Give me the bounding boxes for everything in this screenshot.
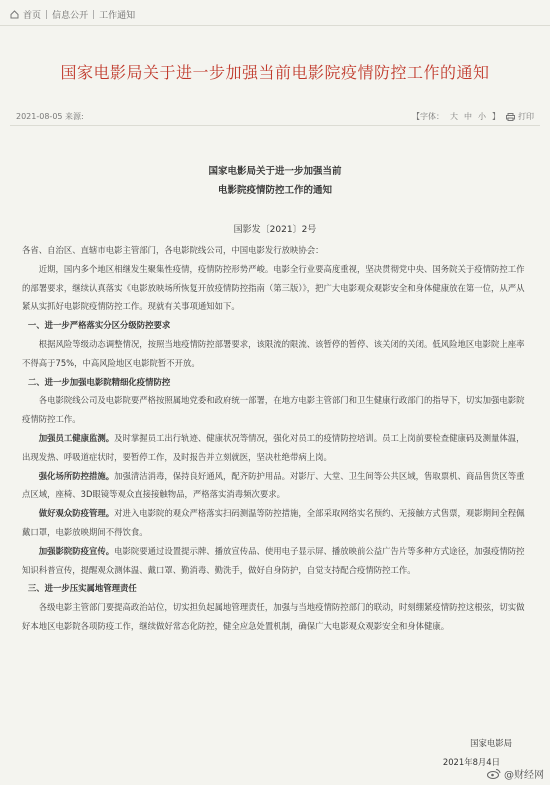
section-2-title: 二、进一步加强电影院精细化疫情防控 bbox=[27, 376, 171, 387]
breadcrumb-separator: | bbox=[92, 9, 96, 20]
document-body bbox=[22, 232, 530, 636]
weibo-icon bbox=[487, 768, 501, 779]
staff-lead: 加强员工健康监测。 bbox=[38, 432, 115, 443]
doc-heading-line2: 电影院疫情防控工作的通知 bbox=[217, 185, 332, 196]
staff-paragraph bbox=[22, 429, 530, 467]
print-label: 打印 bbox=[518, 112, 534, 121]
section-3-title: 三、进一步压实属地管理责任 bbox=[27, 583, 137, 594]
print-button[interactable] bbox=[506, 111, 534, 122]
promo-paragraph bbox=[22, 542, 530, 580]
audience-paragraph bbox=[22, 504, 530, 542]
watermark-text: @财经网 bbox=[504, 770, 544, 781]
venue-text: 加强清洁消毒，保持良好通风，配齐防护用品。对影厅、大堂、卫生间等公共区域，售取票机、商品售货区等重点区域，座椅、3D眼镜等观众直接接触物品，严格落实消毒频次要求。 bbox=[22, 470, 525, 500]
font-size-label: 【字体： bbox=[412, 112, 444, 121]
font-medium-button[interactable]: 中 bbox=[464, 112, 472, 121]
font-small-button[interactable]: 小 bbox=[478, 112, 486, 121]
signature-date: 2021年8月4日 bbox=[442, 757, 500, 767]
breadcrumb-work-notice[interactable]: 工作通知 bbox=[99, 11, 136, 21]
venue-paragraph bbox=[22, 467, 530, 505]
breadcrumb-info-public[interactable]: 信息公开 bbox=[52, 11, 89, 21]
publish-date: 2021-08-05 来源: bbox=[16, 112, 84, 121]
intro-paragraph: 近期，国内多个地区相继发生聚集性疫情，疫情防控形势严峻。电影全行业要高度重视，坚决贯彻党中央、国务院关于疫情防控工作的部署要求，继续认真落实《电影放映场所恢复开放疫情防控指南（第三版）》，把广大电影观众观影安全和身体健康放在第一位，从严从紧从实抓好电影院疫情防控工作。现就有关事项通知如下。 bbox=[22, 263, 525, 312]
meta-tools bbox=[412, 111, 534, 122]
section-1-text: 根据风险等级动态调整情况，按照当地疫情防控部署要求，该限流的限流、该暂停的暂停、该关闭的关闭。低风险地区电影院上座率不得高于75%，中高风险地区电影院暂不开放。 bbox=[22, 338, 525, 368]
section-2-text: 各电影院线公司及电影院要严格按照属地党委和政府统一部署，在地方电影主管部门和卫生健康行政部门的指导下，切实加强电影院疫情防控工作。 bbox=[22, 395, 525, 425]
section-3-text: 各级电影主管部门要提高政治站位，切实担负起属地管理责任，加强与当地疫情防控部门的联动，时刻绷紧疫情防控这根弦，切实做好本地区电影院各项防疫工作，继续做好常态化防控，健全应急处置机制，确保广大电影观众观影安全和身体健康。 bbox=[22, 602, 525, 631]
promo-text: 电影院要通过设置提示牌、播放宣传品、使用电子显示屏、播放映前公益广告片等多种方式途径，加强疫情防控知识科普宣传，提醒观众测体温、戴口罩、勤消毒、勤洗手，做好自身防护，自觉支持配合疫情防控工作。 bbox=[22, 545, 525, 575]
breadcrumb-separator: | bbox=[45, 9, 49, 20]
divider bbox=[0, 25, 550, 26]
section-1-title: 一、进一步严格落实分区分级防控要求 bbox=[27, 320, 171, 331]
doc-heading-line1: 国家电影局关于进一步加强当前 bbox=[208, 166, 342, 177]
doc-number: 国影发〔2021〕2号 bbox=[233, 225, 317, 235]
breadcrumb-home[interactable]: 首页 bbox=[23, 11, 42, 21]
promo-lead: 加强影院防疫宣传。 bbox=[38, 545, 115, 556]
breadcrumb bbox=[10, 8, 135, 21]
venue-lead: 强化场所防控措施。 bbox=[38, 470, 115, 481]
signature: 国家电影局 bbox=[470, 738, 512, 748]
staff-text: 及时掌握员工出行轨迹、健康状况等情况，强化对员工的疫情防控培训。员工上岗前要检查健康码及测量体温，出现发热、呼吸道症状时，要暂停工作，及时报告并立刻就医，坚决杜绝带病上岗。 bbox=[22, 432, 525, 462]
salutation: 各省、自治区、直辖市电影主管部门，各电影院线公司，中国电影发行放映协会： bbox=[22, 245, 324, 255]
audience-lead: 做好观众防疫管理。 bbox=[38, 508, 115, 519]
print-icon bbox=[506, 113, 515, 121]
font-large-button[interactable]: 大 bbox=[450, 112, 458, 121]
audience-text: 对进入电影院的观众严格落实扫码测温等防控措施，全部采取网络实名预约、无接触方式售票，观影期间全程佩戴口罩，电影放映期间不得饮食。 bbox=[22, 508, 525, 537]
home-icon bbox=[10, 10, 19, 19]
watermark bbox=[487, 766, 544, 781]
font-size-close: 】 bbox=[492, 112, 500, 121]
page-title: 国家电影局关于进一步加强当前电影院疫情防控工作的通知 bbox=[60, 63, 490, 82]
meta-bar bbox=[10, 108, 540, 126]
